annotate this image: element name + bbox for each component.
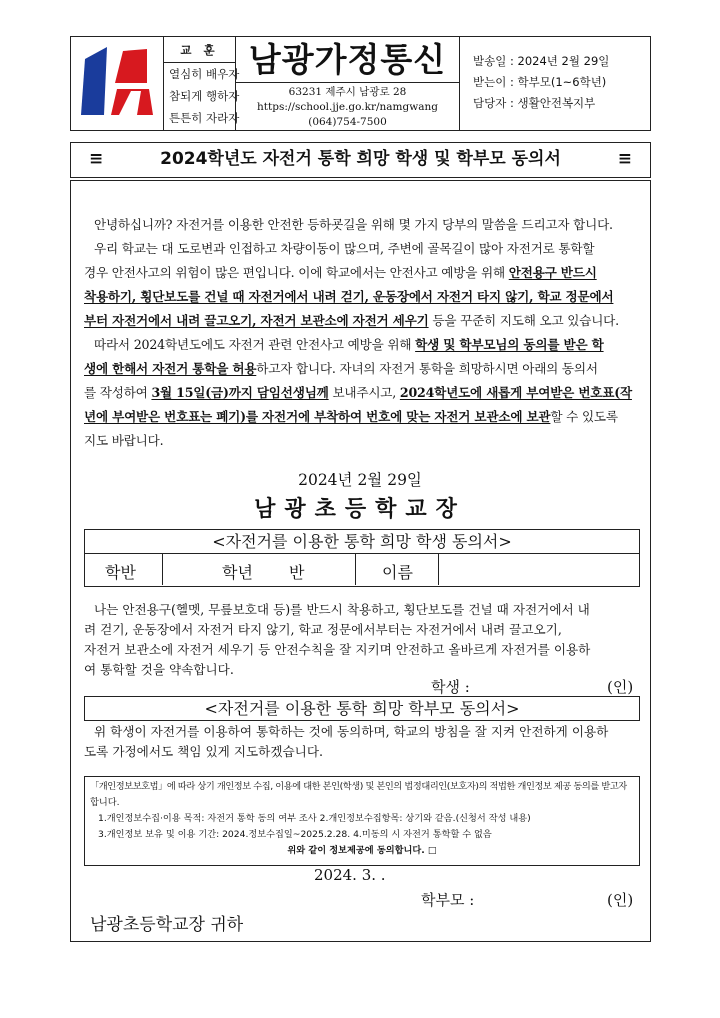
title-marker-right: ≡ [617, 149, 632, 169]
document-title-box [70, 142, 651, 178]
student-sign-label: 학생 : [431, 678, 470, 696]
send-info [460, 37, 650, 130]
privacy-consent-checkbox[interactable]: 위와 같이 정보제공에 동의합니다. □ [287, 845, 437, 856]
name-field[interactable] [439, 554, 639, 585]
parent-sign-label: 학부모 : [421, 891, 475, 909]
department: 담당자 : 생활안전복지부 [473, 96, 596, 110]
newsletter-title-block [236, 37, 460, 130]
recipient: 받는이 : 학부모(1~6학년) [473, 75, 607, 89]
student-pledge: 나는 안전용구(헬멧, 무릎보호대 등)를 반드시 착용하고, 횡단보도를 건널 때 자전거에서 내 려 걷기, 운동장에서 자전거 타지 않기, 학교 정문에서부터는 자전거에서 내려 끌고오기, 자전거 보관소에 자전거 세우기 등 안전수칙을 잘 지키며 안전하고 올바르게 자전거를 이용하 여 통학할 것을 약속합니다. [84, 602, 591, 677]
school-motto [164, 37, 240, 130]
motto-title: 교 훈 [164, 37, 235, 63]
addressee: 남광초등학교장 귀하 [90, 915, 244, 935]
parent-consent-title: <자전거를 이용한 통학 희망 학부모 동의서> [84, 696, 640, 721]
motto-line: 참되게 행하자 [169, 89, 240, 103]
document-title: 2024학년도 자전거 통학 희망 학생 및 학부모 동의서 [160, 149, 561, 169]
intro-line: 년에 부여받은 번호표는 폐기)를 자전거에 부착하여 번호에 맞는 자전거 보관소에 보관할 수 있도록 [84, 409, 618, 424]
intro-line: 경우 안전사고의 위험이 많은 편입니다. 이에 학교에서는 안전사고 예방을 위해 안전용구 반드시 [84, 265, 597, 280]
school-logo [71, 37, 164, 130]
student-seal[interactable]: (인) [607, 678, 634, 696]
student-consent-title: <자전거를 이용한 통학 희망 학생 동의서> [84, 529, 640, 554]
name-label: 이름 [382, 563, 413, 582]
newsletter-title: 남광가정통신 [236, 37, 459, 83]
school-address: 63231 제주시 남광로 28 [288, 86, 407, 98]
parent-seal[interactable]: (인) [607, 891, 634, 909]
school-website[interactable]: https://school.jje.go.kr/namgwang [257, 101, 438, 113]
intro-line: 우리 학교는 대 도로변과 인접하고 차량이동이 많으며, 주변에 골목길이 많아 자전거로 통학할 [94, 241, 595, 256]
motto-line: 튼튼히 자라자 [169, 111, 240, 125]
school-logo-icon [71, 37, 163, 129]
motto-line: 열심히 배우자 [169, 67, 240, 81]
intro-line: 부터 자전거에서 내려 끌고오기, 자전거 보관소에 자전거 세우기 등을 꾸준히 지도해 오고 있습니다. [84, 313, 619, 328]
hakbun-label: 학반 [105, 563, 136, 582]
intro-line: 안녕하십니까? 자전거를 이용한 안전한 등하굣길을 위해 몇 가지 당부의 말씀을 드리고자 합니다. [94, 217, 613, 232]
title-marker-left: ≡ [89, 149, 104, 169]
class-label[interactable]: 반 [289, 563, 305, 582]
privacy-consent-box: 「개인정보보호법」에 따라 상기 개인정보 수집, 이용에 대한 본인(학생) 및 본인의 법정대리인(보호자)의 적법한 개인정보 제공 동의를 받고자 합니다. 1.개인정보수집·이용 목적: 자전거 통학 동의 여부 조사 2.개인정보수집항목: 상기와 같음.(신청서 작성 내용) 3.개인정보 보유 및 이용 기간: 2024.정보수집일~2025.2.28. 4.미동의 시 자전거 통학할 수 없음 위와 같이 정보제공에 동의합니다. □ [84, 776, 640, 866]
send-date: 발송일 : 2024년 2월 29일 [473, 54, 610, 68]
principal-name: 남광초등학교장 [254, 497, 466, 522]
sign-date[interactable]: 2024. 3. . [314, 866, 386, 884]
issue-date: 2024년 2월 29일 [298, 471, 422, 489]
intro-line: 생에 한해서 자전거 통학을 허용하고자 합니다. 자녀의 자전거 통학을 희망하시면 아래의 동의서 [84, 361, 598, 376]
intro-line: 를 작성하여 3월 15일(금)까지 담임선생님께 보내주시고, 2024학년도에 새롭게 부여받은 번호표(작 [84, 385, 632, 400]
intro-line: 따라서 2024학년도에도 자전거 관련 안전사고 예방을 위해 학생 및 학부모님의 동의를 받은 학 [94, 337, 604, 352]
intro-line: 착용하기, 횡단보도를 건널 때 자전거에서 내려 걷기, 운동장에서 자전거 타지 않기, 학교 정문에서 [84, 289, 614, 304]
parent-pledge: 위 학생이 자전거를 이용하여 통학하는 것에 동의하며, 학교의 방침을 잘 지켜 안전하게 이용하 도록 가정에서도 책임 있게 지도하겠습니다. [84, 724, 609, 759]
intro-line: 지도 바랍니다. [84, 433, 164, 448]
grade-label[interactable]: 학년 [222, 563, 253, 582]
newsletter-header [70, 36, 651, 131]
school-phone: (064)754-7500 [308, 116, 387, 128]
student-info-row [84, 554, 640, 587]
